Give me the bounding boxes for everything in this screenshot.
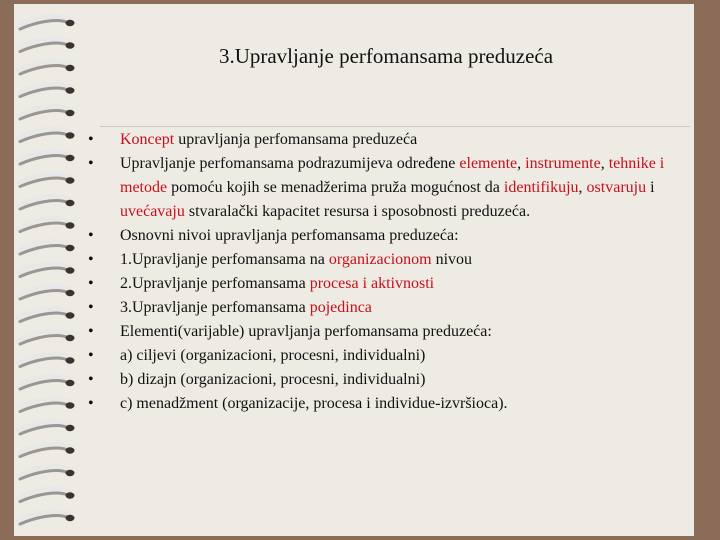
highlighted-term: identifikuju [503,179,579,196]
binding-ring-icon [18,489,75,502]
item-text: 1.Upravljanje perfomansama na [120,251,329,268]
bullet-icon: • [88,251,94,268]
binding-ring-icon [18,421,75,434]
binding-ring-icon [18,354,75,367]
list-item [88,248,688,272]
spiral-binding [0,0,80,540]
binding-ring-icon [18,84,75,97]
list-item [88,344,688,368]
binding-ring-icon [18,264,75,277]
bullet-icon: • [88,323,94,340]
list-item [88,128,688,152]
bullet-icon: • [88,275,94,292]
bullet-icon: • [88,155,94,172]
highlighted-term: procesa i aktivnosti [309,275,435,292]
binding-ring-icon [18,151,75,164]
bullet-icon: • [88,131,94,148]
item-text: b) dizajn (organizacioni, procesni, individualni) [120,371,426,388]
item-text: , [517,155,526,172]
item-text: Elementi(varijable) upravljanja perfomansama preduzeća: [120,323,492,340]
bullet-list [88,128,688,416]
item-text: pomoću kojih se menadžerima pruža mogućnost da [167,179,504,196]
list-item [88,392,688,416]
binding-ring-icon [18,241,75,254]
binding-ring-icon [18,309,75,322]
bullet-icon: • [88,395,94,412]
binding-ring-icon [18,511,75,524]
item-text: a) ciljevi (organizacioni, procesni, individualni) [120,347,426,364]
binding-ring-icon [18,106,75,119]
item-text: , [600,155,609,172]
list-item [88,296,688,320]
highlighted-term: ostvaruju [586,179,647,196]
item-text: Upravljanje perfomansama podrazumijeva određene [120,155,460,172]
item-text: c) menadžment (organizacije, procesa i individue-izvršioca). [120,395,508,412]
highlighted-term: tehnike i metode [120,155,665,196]
highlighted-term: elemente [459,155,518,172]
list-item [88,320,688,344]
bullet-icon: • [88,227,94,244]
list-item [88,152,688,224]
binding-ring-icon [18,399,75,412]
item-text: Osnovni nivoi upravljanja perfomansama preduzeća: [120,227,459,244]
binding-ring-icon [18,196,75,209]
binding-ring-icon [18,219,75,232]
item-text: nivou [431,251,473,268]
binding-ring-icon [18,444,75,457]
item-text: , [578,179,587,196]
binding-ring-icon [18,61,75,74]
item-text: upravljanja perfomansama preduzeća [174,131,418,148]
bullet-icon: • [88,371,94,388]
title-divider [100,126,690,127]
bullet-icon: • [88,299,94,316]
binding-ring-icon [18,331,75,344]
item-text: stvaralački kapacitet resursa i sposobnosti preduzeća. [184,203,531,220]
highlighted-term: Koncept [120,131,175,148]
highlighted-term: uvećavaju [120,203,185,220]
binding-ring-icon [18,286,75,299]
item-text: 3.Upravljanje perfomansama [120,299,310,316]
binding-ring-icon [18,174,75,187]
list-item [88,368,688,392]
binding-ring-icon [18,129,75,142]
list-item [88,272,688,296]
binding-ring-icon [18,376,75,389]
highlighted-term: pojedinca [309,299,372,316]
slide-title: 3.Upravljanje perfomansama preduzeća [218,44,554,68]
item-text: i [646,179,655,196]
highlighted-term: instrumente [525,155,601,172]
bullet-icon: • [88,347,94,364]
binding-ring-icon [18,466,75,479]
binding-ring-icon [18,16,75,29]
list-item [88,224,688,248]
item-text: 2.Upravljanje perfomansama [120,275,310,292]
binding-ring-icon [18,39,75,52]
highlighted-term: organizacionom [328,251,432,268]
